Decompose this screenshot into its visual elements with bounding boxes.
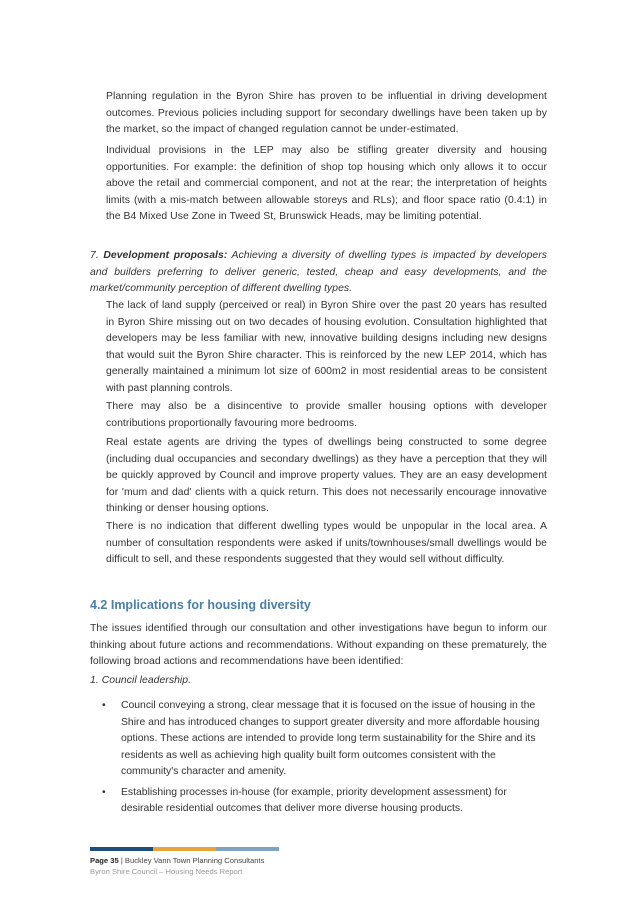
paragraph-disincentive: There may also be a disincentive to provide smaller housing options with developer contributions proportionally favouring more bedrooms. — [106, 401, 547, 429]
footer-color-bars — [90, 847, 279, 851]
paragraph-no-indication: There is no indication that different dwelling types would be unpopular in the local area. A number of consultation respondents were asked if units/townhouses/small dwellings would be difficult to sell, and these respondents suggested that they would sell without difficulty. — [106, 521, 547, 565]
point-7-development-proposals — [90, 248, 547, 298]
paragraph-real-estate-agents: Real estate agents are driving the types of dwellings being constructed to some degree (including dual occupancies and secondary dwellings) as they have a perception that they will be quickly approved by Council and improve property values. They are an easy development for 'mum and dad' clients with a quick return. This does not necessarily encourage innovative thinking or denser housing options. — [106, 437, 547, 514]
point-7-title: Development proposals: — [103, 250, 228, 261]
paragraph-planning-regulation: Planning regulation in the Byron Shire has proven to be influential in driving development outcomes. Previous policies including support for secondary dwellings have been taken up by the market, so the impact of changed regulation cannot be under-estimated. — [106, 91, 547, 135]
bullet-item: • Establishing processes in-house (for example, priority development assessment) for desirable residential outcomes that deliver more diverse housing products. — [102, 786, 507, 814]
footer-separator: | — [118, 856, 125, 865]
point-7-lead: Achieving a diversity of dwelling types is impacted by developers and builders preferring to deliver generic, tested, cheap and easy developments, and the market/community perception of different dwelling types. — [90, 250, 547, 294]
footer-bar-steel — [216, 847, 279, 851]
footer-page-info — [90, 856, 264, 865]
bullet-list — [100, 698, 540, 822]
footer-bar-orange — [153, 847, 216, 851]
paragraph-individual-provisions: Individual provisions in the LEP may also be stifling greater diversity and housing opportunities. For example: the definition of shop top housing which only allows it to occur above the retail and commercial component, and not at the rear; the interpretation of heights limits (with a mis-match between allowable storeys and RLs); and floor space ratio (0.4:1) in the B4 Mixed Use Zone in Tweed St, Brunswick Heads, may be limiting potential. — [106, 145, 547, 222]
bullet-icon: • — [102, 700, 106, 711]
list-item-council-leadership: 1. Council leadership. — [90, 675, 192, 686]
bullet-item: • Council conveying a strong, clear message that it is focused on the issue of housing in the Shire and has introduced changes to support greater diversity and more affordable housing options. These actions are intended to provide long term sustainability for the Shire and its residents as well as achieving high quality built form outcomes consistent with the community's character and amenity. — [102, 700, 540, 777]
paragraph-implications-intro: The issues identified through our consultation and other investigations have begun to inform our thinking about future actions and recommendations. Without expanding on these prematurely, the following broad actions and recommendations have been identified: — [90, 623, 547, 667]
point-7-number: 7. — [90, 250, 99, 261]
paragraph-land-supply: The lack of land supply (perceived or real) in Byron Shire over the past 20 years has resulted in Byron Shire missing out on two decades of housing evolution. Consultation highlighted that developers may be less familiar with new, innovative building designs including new designs that would suit the Byron Shire character. This is reinforced by the new LEP 2014, which has generally maintained a minimum lot size of 600m2 in most residential areas to be consistent with past planning controls. — [106, 300, 547, 394]
footer-report-title: Byron Shire Council – Housing Needs Report — [90, 867, 243, 876]
footer-page-number: Page 35 — [90, 856, 119, 865]
footer-bar-navy — [90, 847, 153, 851]
section-heading-4-2: 4.2 Implications for housing diversity — [90, 598, 311, 612]
footer-company: Buckley Vann Town Planning Consultants — [124, 856, 265, 865]
bullet-icon: • — [102, 786, 106, 798]
